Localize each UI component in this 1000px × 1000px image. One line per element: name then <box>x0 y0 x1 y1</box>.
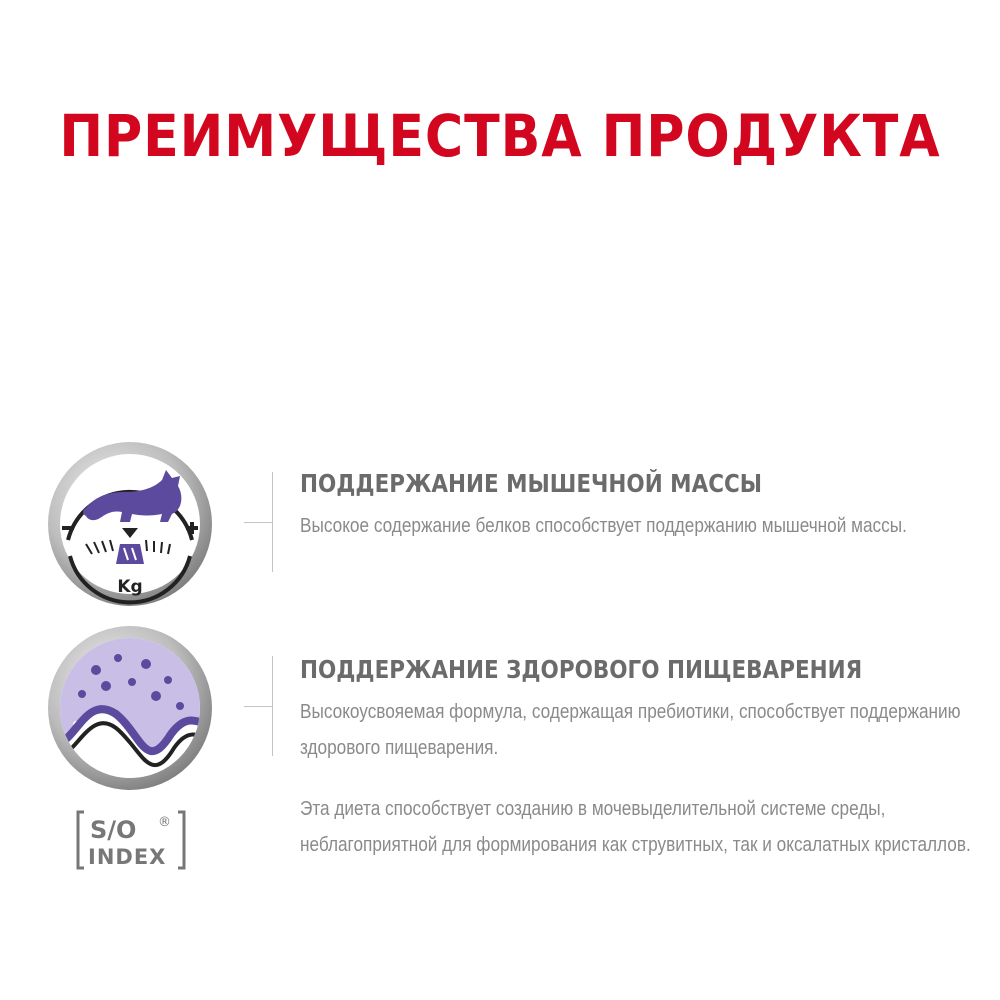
connector <box>244 472 272 572</box>
so-index-logo <box>76 808 186 872</box>
registered-mark: ® <box>158 815 171 830</box>
benefit-text: Высокоусвояемая формула, содержащая пребиотики, способствует поддержанию здорового пищеварения. <box>300 701 961 759</box>
page-title: ПРЕИМУЩЕСТВА ПРОДУКТА <box>59 102 941 170</box>
index-label: INDEX <box>88 845 167 869</box>
benefit-digestion <box>300 654 980 766</box>
benefit-title: ПОДДЕРЖАНИЕ МЫШЕЧНОЙ МАССЫ <box>300 469 763 498</box>
kg-label: Kg <box>117 577 143 597</box>
benefit-muscle <box>300 468 980 544</box>
so-label: S/O <box>90 816 137 844</box>
benefit-title: ПОДДЕРЖАНИЕ ЗДОРОВОГО ПИЩЕВАРЕНИЯ <box>300 655 863 684</box>
digestion-icon <box>46 624 214 792</box>
so-index-text: Эта диета способствует созданию в мочевыделительной системе среды, неблагоприятной для формирования как струвитных, так и оксалатных кристаллов. <box>300 798 971 856</box>
benefit-text: Высокое содержание белков способствует поддержанию мышечной массы. <box>300 515 907 537</box>
connector <box>244 656 272 756</box>
cat-weight-muscle-icon <box>46 440 214 608</box>
